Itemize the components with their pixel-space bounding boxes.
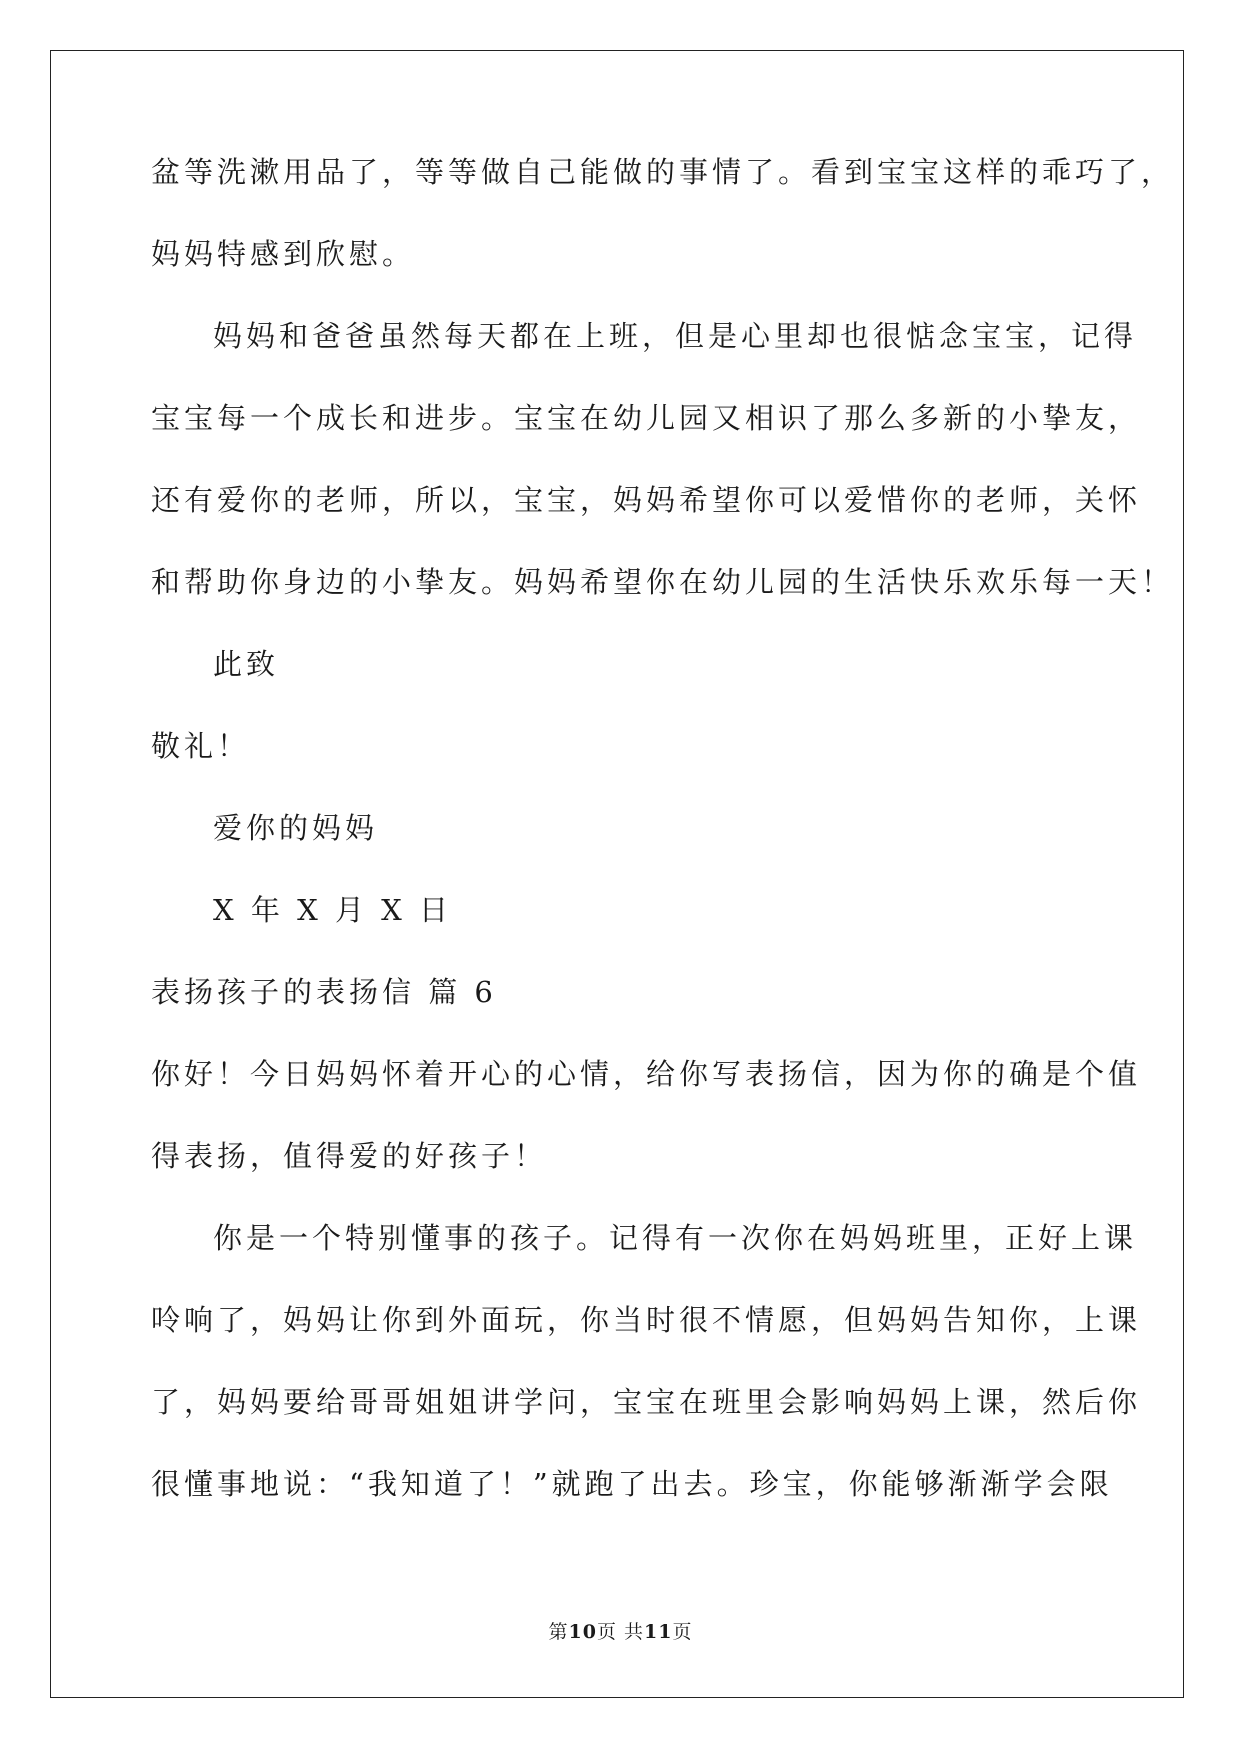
text-line: 得表扬，值得爱的好孩子！ — [151, 1139, 548, 1173]
total-page-number: 11 — [644, 1621, 673, 1643]
text-line: 呤响了，妈妈让你到外面玩，你当时很不情愿，但妈妈告知你，上课 — [151, 1303, 1142, 1337]
text-line: 了，妈妈要给哥哥姐姐讲学问，宝宝在班里会影响妈妈上课，然后你 — [151, 1385, 1142, 1419]
text-line: 还有爱你的老师，所以，宝宝，妈妈希望你可以爱惜你的老师，关怀 — [151, 483, 1142, 517]
section-heading: 表扬孩子的表扬信 篇 6 — [151, 975, 497, 1009]
closing-salutation: 此致 — [213, 647, 280, 681]
text-line: 宝宝每一个成长和进步。宝宝在幼儿园又相识了那么多新的小挚友， — [151, 401, 1142, 435]
footer-prefix: 第 — [548, 1621, 569, 1643]
paragraph-start: 妈妈和爸爸虽然每天都在上班，但是心里却也很惦念宝宝，记得 — [213, 319, 1138, 353]
date-line: X 年 X 月 X 日 — [213, 893, 453, 927]
text-line: 妈妈特感到欣慰。 — [151, 237, 416, 271]
footer-mid: 页 共 — [596, 1621, 645, 1643]
signature: 爱你的妈妈 — [213, 811, 379, 845]
page-footer — [0, 1617, 1241, 1644]
text-line: 和帮助你身边的小挚友。妈妈希望你在幼儿园的生活快乐欢乐每一天！ — [151, 565, 1175, 599]
paragraph-start: 你是一个特别懂事的孩子。记得有一次你在妈妈班里，正好上课 — [213, 1221, 1138, 1255]
current-page-number: 10 — [568, 1621, 597, 1643]
text-line: 很懂事地说：“我知道了！”就跑了出去。珍宝，你能够渐渐学会限 — [151, 1467, 1113, 1501]
text-line: 盆等洗漱用品了，等等做自己能做的事情了。看到宝宝这样的乖巧了， — [151, 155, 1175, 189]
page-border — [50, 50, 1184, 1698]
greeting-line: 你好！今日妈妈怀着开心的心情，给你写表扬信，因为你的确是个值 — [151, 1057, 1142, 1091]
closing-regards: 敬礼！ — [151, 729, 251, 763]
footer-suffix: 页 — [672, 1621, 693, 1643]
